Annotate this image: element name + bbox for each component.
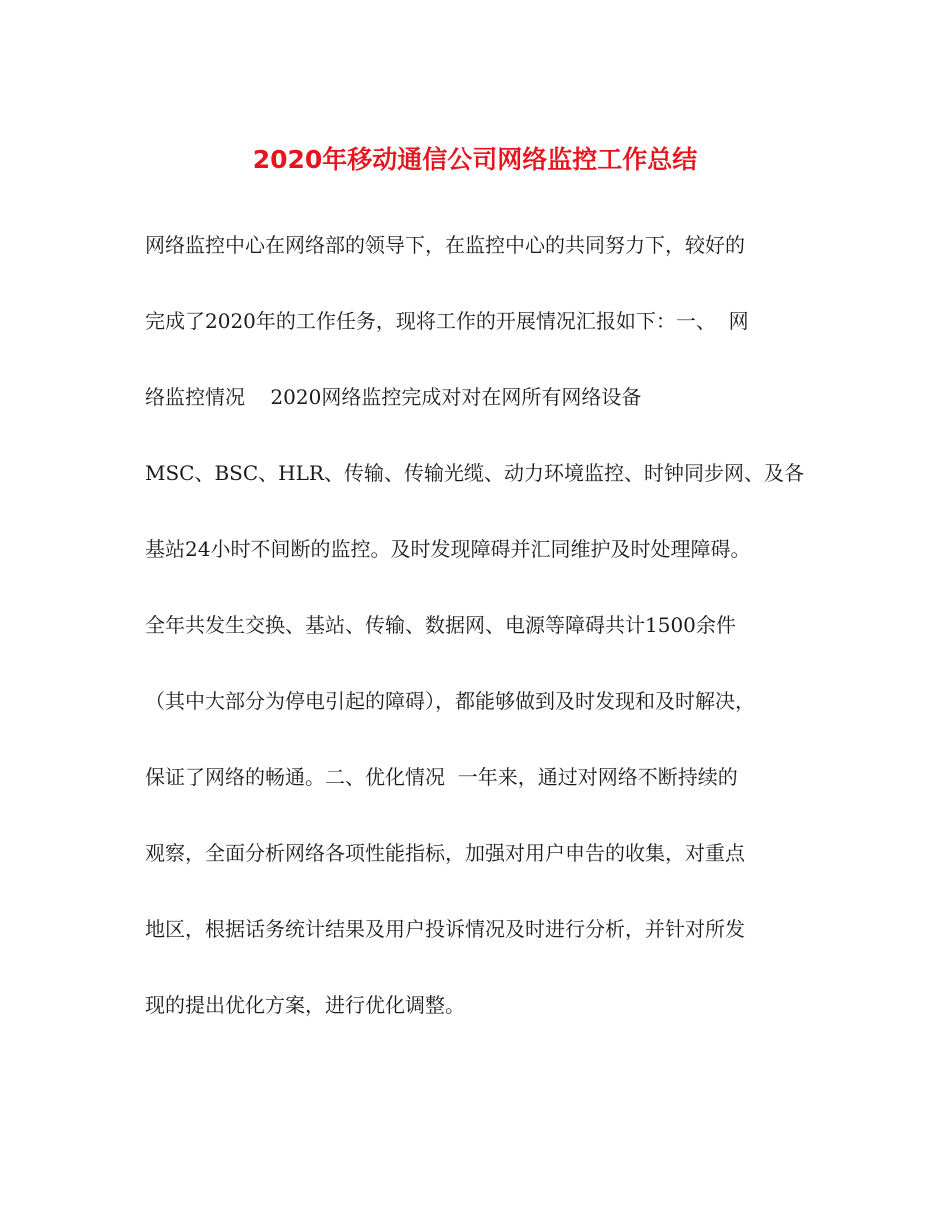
body-line: 网络监控中心在网络部的领导下，在监控中心的共同努力下，较好的 [145,233,745,257]
body-line: 完成了2020年的工作任务，现将工作的开展情况汇报如下：一、 网 [145,309,749,333]
body-line: 全年共发生交换、基站、传输、数据网、电源等障碍共计1500余件 [145,613,736,637]
body-line: 观察，全面分析网络各项性能指标，加强对用户申告的收集，对重点 [145,841,745,865]
body-line: 地区，根据话务统计结果及用户投诉情况及时进行分析，并针对所发 [145,917,745,941]
document-body [145,225,825,1061]
body-line: （其中大部分为停电引起的障碍），都能够做到及时发现和及时解决， [145,689,755,713]
body-line: MSC、BSC、HLR、传输、传输光缆、动力环境监控、时钟同步网、及各 [145,461,804,485]
document-title: 2020年移动通信公司网络监控工作总结 [252,145,698,174]
body-line: 保证了网络的畅通。二、优化情况 一年来，通过对网络不断持续的 [145,765,738,789]
body-line: 基站24小时不间断的监控。及时发现障碍并汇同维护及时处理障碍。 [145,537,751,561]
body-line: 络监控情况 2020网络监控完成对对在网所有网络设备 [145,385,642,409]
body-line: 现的提出优化方案，进行优化调整。 [145,993,465,1017]
